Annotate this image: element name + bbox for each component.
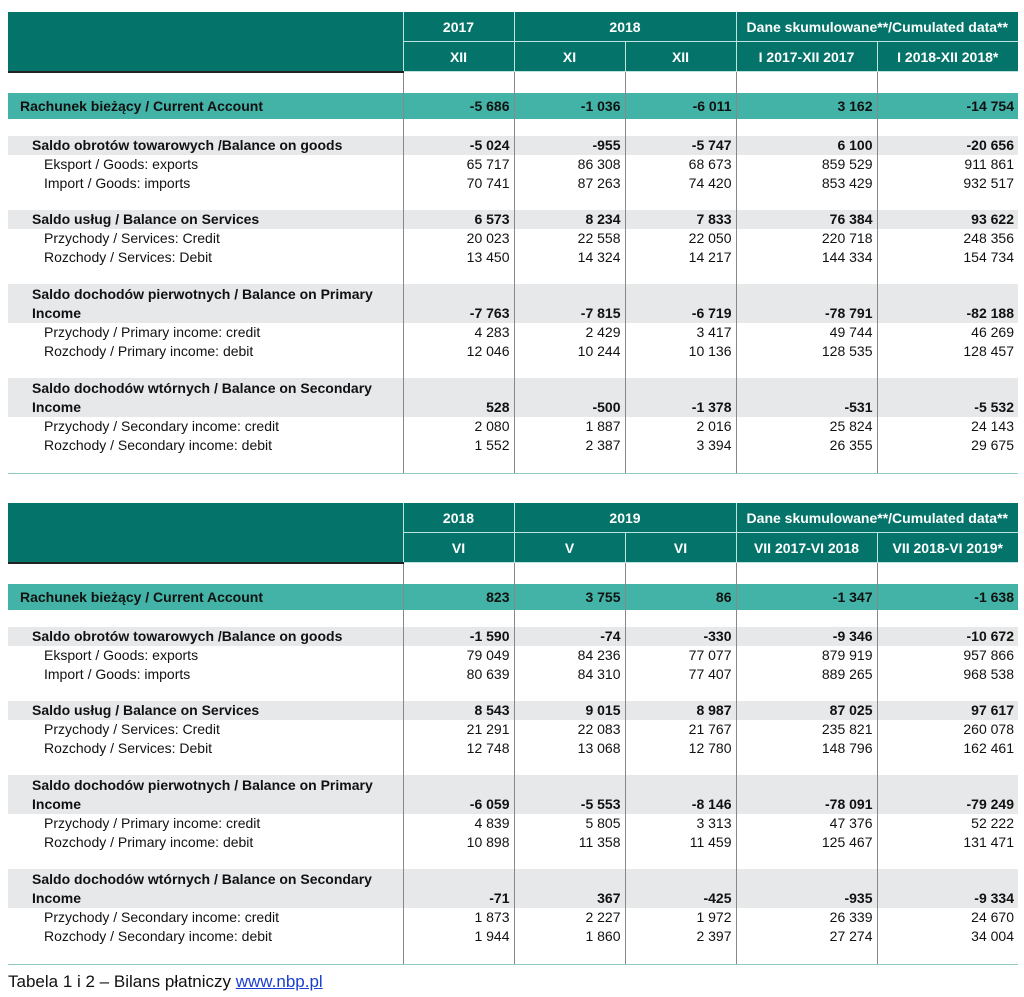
row-label: Import / Goods: imports bbox=[44, 666, 191, 682]
value-cell: -1 638 bbox=[877, 584, 1018, 610]
row-label: Saldo dochodów pierwotnych / Balance on Primary bbox=[8, 775, 403, 795]
value-cell: 3 417 bbox=[625, 323, 736, 342]
value-cell: 86 bbox=[625, 584, 736, 610]
header-year: 2019 bbox=[514, 503, 736, 533]
value-cell: -82 188 bbox=[877, 304, 1018, 323]
row-label: Saldo usług / Balance on Services bbox=[8, 701, 403, 720]
value-cell: 47 376 bbox=[736, 814, 877, 833]
row-label: Rozchody / Primary income: debit bbox=[44, 343, 254, 359]
value-cell: -9 334 bbox=[877, 889, 1018, 908]
value-cell: -6 011 bbox=[625, 93, 736, 119]
header-period: XII bbox=[625, 42, 736, 72]
row-label: Income bbox=[8, 304, 403, 323]
value-cell: 77 407 bbox=[625, 665, 736, 684]
value-cell: 1 552 bbox=[403, 436, 514, 455]
header-year: 2018 bbox=[403, 503, 514, 533]
value-cell: 6 573 bbox=[403, 210, 514, 229]
row-label: Rozchody / Secondary income: debit bbox=[44, 437, 273, 453]
table-row bbox=[8, 342, 1018, 361]
value-cell: 128 535 bbox=[736, 342, 877, 361]
value-cell: 911 861 bbox=[877, 155, 1018, 174]
value-cell: -6 719 bbox=[625, 304, 736, 323]
secondary-income-balance-row-line1 bbox=[8, 378, 1018, 398]
value-cell: 3 162 bbox=[736, 93, 877, 119]
header-cumulated: Dane skumulowane**/Cumulated data** bbox=[736, 503, 1018, 533]
value-cell: 13 068 bbox=[514, 739, 625, 758]
row-label: Income bbox=[8, 398, 403, 417]
header-period: V bbox=[514, 533, 625, 563]
table-row bbox=[8, 229, 1018, 248]
value-cell: 77 077 bbox=[625, 646, 736, 665]
value-cell: 12 748 bbox=[403, 739, 514, 758]
value-cell: 8 987 bbox=[625, 701, 736, 720]
value-cell: 4 839 bbox=[403, 814, 514, 833]
row-label: Rozchody / Services: Debit bbox=[44, 249, 213, 265]
table-row bbox=[8, 665, 1018, 684]
value-cell: 162 461 bbox=[877, 739, 1018, 758]
value-cell: 154 734 bbox=[877, 248, 1018, 267]
value-cell: -79 249 bbox=[877, 795, 1018, 814]
value-cell: -7 815 bbox=[514, 304, 625, 323]
header-period: XII bbox=[403, 42, 514, 72]
value-cell: 97 617 bbox=[877, 701, 1018, 720]
row-label: Eksport / Goods: exports bbox=[44, 156, 199, 172]
value-cell: -20 656 bbox=[877, 136, 1018, 155]
value-cell: 76 384 bbox=[736, 210, 877, 229]
services-balance-row bbox=[8, 701, 1018, 720]
goods-balance-row bbox=[8, 136, 1018, 155]
secondary-income-balance-row-line1 bbox=[8, 869, 1018, 889]
value-cell: 235 821 bbox=[736, 720, 877, 739]
row-label: Przychody / Services: Credit bbox=[44, 721, 220, 737]
row-label: Income bbox=[8, 795, 403, 814]
value-cell: 7 833 bbox=[625, 210, 736, 229]
services-balance-row bbox=[8, 210, 1018, 229]
value-cell: 52 222 bbox=[877, 814, 1018, 833]
value-cell: 34 004 bbox=[877, 927, 1018, 946]
value-cell: -330 bbox=[625, 627, 736, 646]
row-label: Saldo obrotów towarowych /Balance on goods bbox=[8, 627, 403, 646]
secondary-income-balance-row bbox=[8, 398, 1018, 417]
primary-income-balance-row-line1 bbox=[8, 284, 1018, 304]
value-cell: 79 049 bbox=[403, 646, 514, 665]
row-label: Saldo dochodów wtórnych / Balance on Secondary bbox=[8, 378, 403, 398]
value-cell: 29 675 bbox=[877, 436, 1018, 455]
value-cell: 3 394 bbox=[625, 436, 736, 455]
row-label: Saldo usług / Balance on Services bbox=[8, 210, 403, 229]
value-cell: 879 919 bbox=[736, 646, 877, 665]
row-label: Income bbox=[8, 889, 403, 908]
table-row bbox=[8, 323, 1018, 342]
value-cell: 10 898 bbox=[403, 833, 514, 852]
value-cell: -1 347 bbox=[736, 584, 877, 610]
header-period: I 2018-XII 2018* bbox=[877, 42, 1018, 72]
value-cell: 1 873 bbox=[403, 908, 514, 927]
value-cell: 889 265 bbox=[736, 665, 877, 684]
value-cell: 27 274 bbox=[736, 927, 877, 946]
value-cell: 12 046 bbox=[403, 342, 514, 361]
row-label: Saldo dochodów pierwotnych / Balance on Primary bbox=[8, 284, 403, 304]
value-cell: 1 972 bbox=[625, 908, 736, 927]
current-account-row bbox=[8, 584, 1018, 610]
table-row bbox=[8, 436, 1018, 455]
value-cell: 128 457 bbox=[877, 342, 1018, 361]
value-cell: 86 308 bbox=[514, 155, 625, 174]
value-cell: 9 015 bbox=[514, 701, 625, 720]
value-cell: -1 036 bbox=[514, 93, 625, 119]
table-row bbox=[8, 908, 1018, 927]
header-row-years bbox=[8, 503, 1018, 533]
value-cell: -531 bbox=[736, 398, 877, 417]
value-cell: 21 291 bbox=[403, 720, 514, 739]
value-cell: -5 024 bbox=[403, 136, 514, 155]
value-cell: 2 397 bbox=[625, 927, 736, 946]
value-cell: -5 532 bbox=[877, 398, 1018, 417]
value-cell: -5 553 bbox=[514, 795, 625, 814]
value-cell: 968 538 bbox=[877, 665, 1018, 684]
value-cell: 2 016 bbox=[625, 417, 736, 436]
value-cell: 2 227 bbox=[514, 908, 625, 927]
nbp-link[interactable]: www.nbp.pl bbox=[235, 972, 323, 991]
header-period: VI bbox=[625, 533, 736, 563]
table-row bbox=[8, 739, 1018, 758]
row-label: Rozchody / Services: Debit bbox=[44, 740, 213, 756]
value-cell: 1 860 bbox=[514, 927, 625, 946]
value-cell: 10 136 bbox=[625, 342, 736, 361]
value-cell: 2 429 bbox=[514, 323, 625, 342]
value-cell: 49 744 bbox=[736, 323, 877, 342]
value-cell: 2 387 bbox=[514, 436, 625, 455]
value-cell: 957 866 bbox=[877, 646, 1018, 665]
value-cell: 131 471 bbox=[877, 833, 1018, 852]
secondary-income-balance-row bbox=[8, 889, 1018, 908]
table-row bbox=[8, 814, 1018, 833]
value-cell: 70 741 bbox=[403, 174, 514, 193]
value-cell: 2 080 bbox=[403, 417, 514, 436]
row-label: Przychody / Secondary income: credit bbox=[44, 909, 279, 925]
primary-income-balance-row-line1 bbox=[8, 775, 1018, 795]
value-cell: -78 791 bbox=[736, 304, 877, 323]
value-cell: -71 bbox=[403, 889, 514, 908]
caption-text: Tabela 1 i 2 – Bilans płatniczy bbox=[8, 972, 236, 991]
value-cell: 1 887 bbox=[514, 417, 625, 436]
value-cell: 6 100 bbox=[736, 136, 877, 155]
balance-table-1 bbox=[8, 12, 1018, 474]
value-cell: 84 236 bbox=[514, 646, 625, 665]
header-period: I 2017-XII 2017 bbox=[736, 42, 877, 72]
value-cell: 1 944 bbox=[403, 927, 514, 946]
value-cell: 148 796 bbox=[736, 739, 877, 758]
value-cell: 248 356 bbox=[877, 229, 1018, 248]
value-cell: 144 334 bbox=[736, 248, 877, 267]
value-cell: 932 517 bbox=[877, 174, 1018, 193]
value-cell: 65 717 bbox=[403, 155, 514, 174]
value-cell: 11 358 bbox=[514, 833, 625, 852]
table-row bbox=[8, 248, 1018, 267]
row-label: Import / Goods: imports bbox=[44, 175, 191, 191]
value-cell: -955 bbox=[514, 136, 625, 155]
header-year: 2018 bbox=[514, 12, 736, 42]
header-period: VII 2018-VI 2019* bbox=[877, 533, 1018, 563]
value-cell: -9 346 bbox=[736, 627, 877, 646]
value-cell: 87 025 bbox=[736, 701, 877, 720]
value-cell: -8 146 bbox=[625, 795, 736, 814]
current-account-row bbox=[8, 93, 1018, 119]
goods-balance-row bbox=[8, 627, 1018, 646]
header-blank bbox=[8, 12, 403, 72]
value-cell: 24 143 bbox=[877, 417, 1018, 436]
value-cell: 93 622 bbox=[877, 210, 1018, 229]
table-row bbox=[8, 927, 1018, 946]
row-label: Rozchody / Secondary income: debit bbox=[44, 928, 273, 944]
value-cell: 13 450 bbox=[403, 248, 514, 267]
value-cell: 14 217 bbox=[625, 248, 736, 267]
value-cell: 68 673 bbox=[625, 155, 736, 174]
value-cell: 20 023 bbox=[403, 229, 514, 248]
row-label: Saldo dochodów wtórnych / Balance on Secondary bbox=[8, 869, 403, 889]
value-cell: -500 bbox=[514, 398, 625, 417]
value-cell: 528 bbox=[403, 398, 514, 417]
value-cell: 22 558 bbox=[514, 229, 625, 248]
value-cell: 3 755 bbox=[514, 584, 625, 610]
value-cell: -78 091 bbox=[736, 795, 877, 814]
row-label: Saldo obrotów towarowych /Balance on goods bbox=[8, 136, 403, 155]
value-cell: 24 670 bbox=[877, 908, 1018, 927]
value-cell: 14 324 bbox=[514, 248, 625, 267]
table-row bbox=[8, 155, 1018, 174]
value-cell: 12 780 bbox=[625, 739, 736, 758]
value-cell: 10 244 bbox=[514, 342, 625, 361]
value-cell: 46 269 bbox=[877, 323, 1018, 342]
row-label: Rachunek bieżący / Current Account bbox=[8, 93, 403, 119]
value-cell: -935 bbox=[736, 889, 877, 908]
header-blank bbox=[8, 503, 403, 563]
primary-income-balance-row bbox=[8, 795, 1018, 814]
header-year: 2017 bbox=[403, 12, 514, 42]
value-cell: -74 bbox=[514, 627, 625, 646]
header-cumulated: Dane skumulowane**/Cumulated data** bbox=[736, 12, 1018, 42]
value-cell: -6 059 bbox=[403, 795, 514, 814]
value-cell: 25 824 bbox=[736, 417, 877, 436]
table-row bbox=[8, 417, 1018, 436]
value-cell: -10 672 bbox=[877, 627, 1018, 646]
value-cell: 26 339 bbox=[736, 908, 877, 927]
value-cell: -1 590 bbox=[403, 627, 514, 646]
value-cell: 74 420 bbox=[625, 174, 736, 193]
value-cell: 220 718 bbox=[736, 229, 877, 248]
row-label: Przychody / Secondary income: credit bbox=[44, 418, 279, 434]
value-cell: 8 234 bbox=[514, 210, 625, 229]
value-cell: 8 543 bbox=[403, 701, 514, 720]
value-cell: 367 bbox=[514, 889, 625, 908]
table-row bbox=[8, 720, 1018, 739]
table-row bbox=[8, 833, 1018, 852]
balance-table-2 bbox=[8, 503, 1018, 965]
row-label: Eksport / Goods: exports bbox=[44, 647, 199, 663]
value-cell: 260 078 bbox=[877, 720, 1018, 739]
table-row bbox=[8, 646, 1018, 665]
value-cell: 22 050 bbox=[625, 229, 736, 248]
value-cell: 4 283 bbox=[403, 323, 514, 342]
header-period: VI bbox=[403, 533, 514, 563]
value-cell: -1 378 bbox=[625, 398, 736, 417]
value-cell: 859 529 bbox=[736, 155, 877, 174]
value-cell: 84 310 bbox=[514, 665, 625, 684]
value-cell: -5 686 bbox=[403, 93, 514, 119]
value-cell: -14 754 bbox=[877, 93, 1018, 119]
value-cell: 11 459 bbox=[625, 833, 736, 852]
table-row bbox=[8, 174, 1018, 193]
row-label: Przychody / Primary income: credit bbox=[44, 324, 261, 340]
value-cell: 87 263 bbox=[514, 174, 625, 193]
value-cell: 125 467 bbox=[736, 833, 877, 852]
value-cell: 80 639 bbox=[403, 665, 514, 684]
row-label: Rachunek bieżący / Current Account bbox=[8, 584, 403, 610]
primary-income-balance-row bbox=[8, 304, 1018, 323]
value-cell: -7 763 bbox=[403, 304, 514, 323]
header-row-years bbox=[8, 12, 1018, 42]
header-period: VII 2017-VI 2018 bbox=[736, 533, 877, 563]
value-cell: 853 429 bbox=[736, 174, 877, 193]
value-cell: 22 083 bbox=[514, 720, 625, 739]
value-cell: -5 747 bbox=[625, 136, 736, 155]
row-label: Rozchody / Primary income: debit bbox=[44, 834, 254, 850]
table-caption bbox=[8, 972, 323, 992]
value-cell: -425 bbox=[625, 889, 736, 908]
row-label: Przychody / Primary income: credit bbox=[44, 815, 261, 831]
value-cell: 3 313 bbox=[625, 814, 736, 833]
value-cell: 21 767 bbox=[625, 720, 736, 739]
row-label: Przychody / Services: Credit bbox=[44, 230, 220, 246]
header-period: XI bbox=[514, 42, 625, 72]
value-cell: 26 355 bbox=[736, 436, 877, 455]
value-cell: 823 bbox=[403, 584, 514, 610]
value-cell: 5 805 bbox=[514, 814, 625, 833]
